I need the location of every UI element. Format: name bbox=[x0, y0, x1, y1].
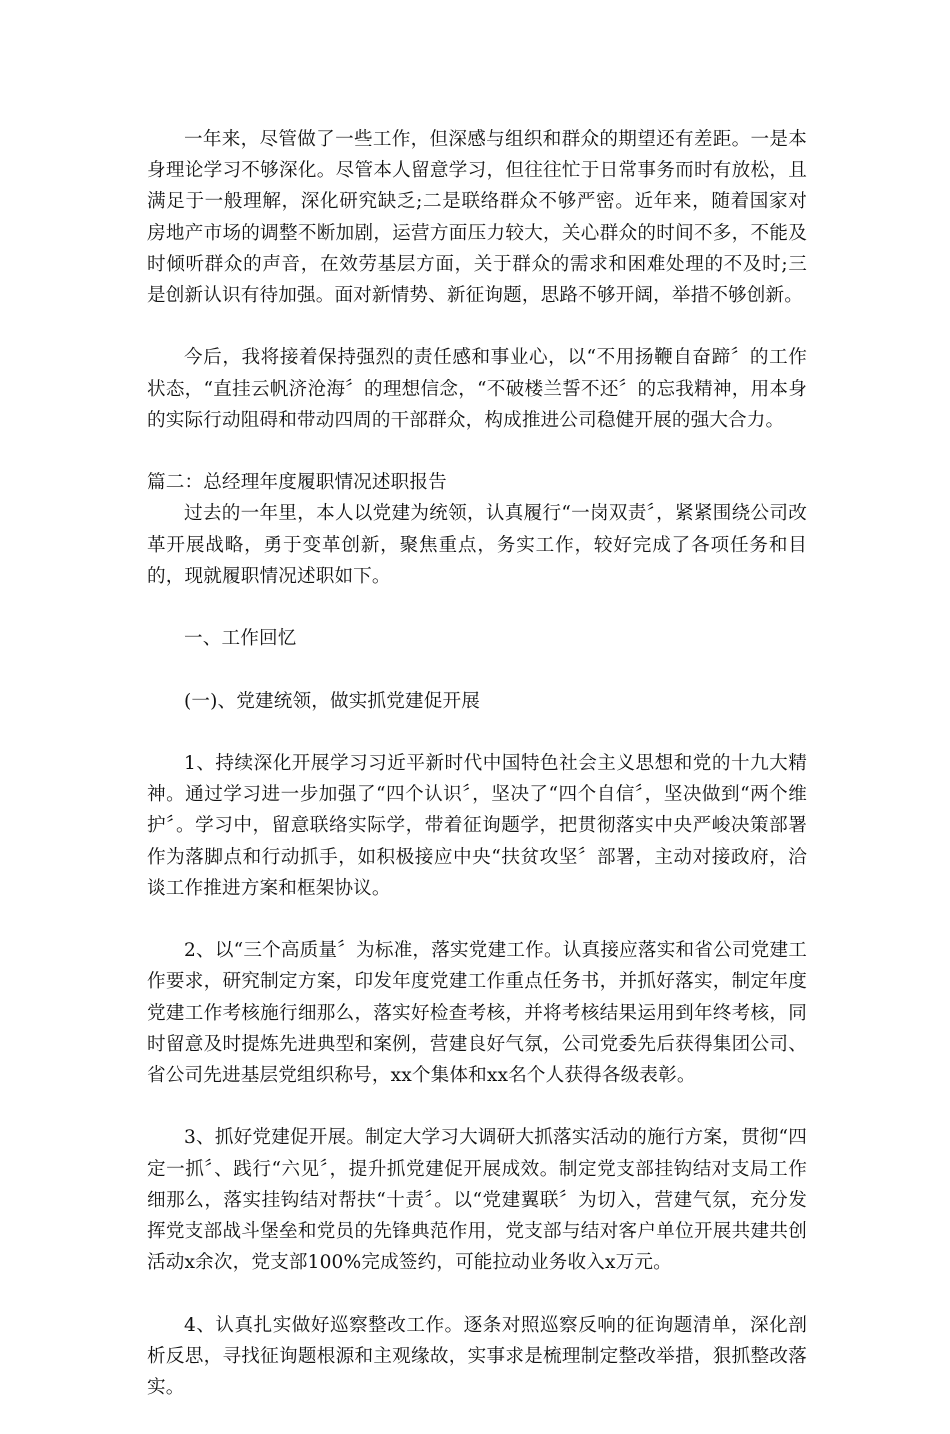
section-heading: 篇二：总经理年度履职情况述职报告 bbox=[147, 472, 447, 494]
paragraph-item-3: 3、抓好党建促开展。制定大学习大调研大抓落实活动的施行方案，贯彻“四定一抓〞、践行“六见〞，提升抓党建促开展成效。制定党支部挂钩结对支局工作细那么，落实挂钩结对帮扶“十责〞。以“党建翼联〞为切入，营建气氛，充分发挥党支部战斗堡垒和党员的先锋典范作用，党支部与结对客户单位开展共建共创活动x余次，党支部100%完成签约，可能拉动业务收入x万元。 bbox=[147, 1127, 807, 1274]
paragraph-item-2: 2、以“三个高质量〞为标准，落实党建工作。认真接应落实和省公司党建工作要求，研究制定方案，印发年度党建工作重点任务书，并抓好落实，制定年度党建工作考核施行细那么，落实好检查考核，并将考核结果运用到年终考核，同时留意及时提炼先进典型和案例，营建良好气氛，公司党委先后获得集团公司、省公司先进基层党组织称号，xx个集体和xx名个人获得各级表彰。 bbox=[147, 940, 807, 1086]
paragraph-shortcomings: 一年来，尽管做了一些工作，但深感与组织和群众的期望还有差距。一是本身理论学习不够深化。尽管本人留意学习，但往往忙于日常事务而时有放松，且满足于一般理解，深化研究缺乏;二是联络群众不够严密。近年来，随着国家对房地产市场的调整不断加剧，运营方面压力较大，关心群众的时间不多，不能及时倾听群众的声音，在效劳基层方面，关于群众的需求和困难处理的不及时;三是创新认识有待加强。面对新情势、新征询题，思路不够开阔，举措不够创新。 bbox=[147, 129, 807, 307]
paragraph-item-1: 1、持续深化开展学习习近平新时代中国特色社会主义思想和党的十九大精神。通过学习进一步加强了“四个认识〞，坚决了“四个自信〞，坚决做到“两个维护〞。学习中，留意联络实际学，带着征询题学，把贯彻落实中央严峻决策部署作为落脚点和行动抓手，如积极接应中央“扶贫攻坚〞部署，主动对接政府，洽谈工作推进方案和框架协议。 bbox=[147, 752, 807, 899]
paragraph-intro: 过去的一年里，本人以党建为统领，认真履行“一岗双责〞，紧紧围绕公司改革开展战略，勇于变革创新，聚焦重点，务实工作，较好完成了各项任务和目的，现就履职情况述职如下。 bbox=[147, 503, 807, 587]
paragraph-future-plan: 今后，我将接着保持强烈的责任感和事业心，以“不用扬鞭自奋蹄〞的工作状态，“直挂云帆济沧海〞的理想信念，“不破楼兰誓不还〞的忘我精神，用本身的实际行动阻碍和带动四周的干部群众，构成推进公司稳健开展的强大合力。 bbox=[147, 347, 807, 431]
heading-work-review: 一、工作回忆 bbox=[184, 628, 297, 650]
document-body bbox=[147, 124, 807, 1434]
paragraph-item-4: 4、认真扎实做好巡察整改工作。逐条对照巡察反响的征询题清单，深化剖析反思，寻找征询题根源和主观缘故，实事求是梳理制定整改举措，狠抓整改落实。 bbox=[147, 1314, 807, 1398]
subheading-party-building: (一)、党建统领，做实抓党建促开展 bbox=[184, 690, 480, 712]
